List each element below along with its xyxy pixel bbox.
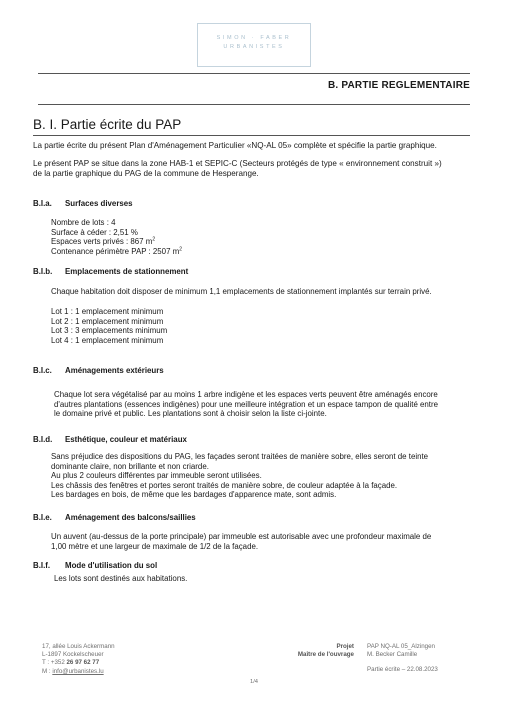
aesthetics-text [51,452,471,500]
phone-label: T : +352 [42,659,67,667]
land-use-text: Les lots sont destinés aux habitations. [54,574,188,583]
list-item: Lot 2 : 1 emplacement minimum [51,316,164,326]
list-item: Lot 4 : 1 emplacement minimum [51,335,164,345]
parking-lots-list [51,307,471,345]
intro-line-2: de la partie graphique du PAG de la commune de Hesperange. [33,169,259,179]
text-line: le domaine privé et public. Les plantations sont à choisir selon la liste ci-jointe. [54,409,327,419]
text-line: Un auvent (au-dessus de la porte principale) par immeuble est autorisable avec une profondeur maximale de [51,532,432,541]
email-link[interactable]: info@urbanistes.lu [52,667,104,675]
text-line: Sans préjudice des dispositions du PAG, les façades seront traitées de manière sobre, elles seront de teinte [51,452,429,461]
list-item: Surface à céder : 2,51 % [51,227,138,237]
section-title: Esthétique, couleur et matériaux [65,435,187,444]
text-line: Au plus 2 couleurs différentes par immeuble seront utilisées. [51,471,262,481]
exterior-text [54,390,472,419]
section-heading-b [33,267,188,276]
moa-value: M. Becker Camille [367,651,418,659]
section-title: Aménagement des balcons/saillies [65,513,196,522]
text-line: 1,00 mètre et une largeur de maximale de 1/2 de la façade. [51,541,259,551]
parking-text: Chaque habitation doit disposer de minimum 1,1 emplacements de stationnement implantés sur terrain privé. [51,287,432,296]
section-heading-c [33,366,164,375]
part-title: B. PARTIE REGLEMENTAIRE [327,80,470,91]
text-line: dominante claire, non brillante et non criarde. [51,461,209,471]
mail-label: M : [42,667,53,675]
section-number: B.I.f. [33,561,51,570]
text-line: Chaque lot sera végétalisé par au moins 1 arbre indigène et les espaces verts peuvent être aménagés encore [54,390,438,399]
section-heading-d [33,435,187,444]
text-line: d'autres plantations (essences indigènes) pour une meilleure intégration et un espace tampon de qualité entre [54,399,439,409]
text-line: Les châssis des fenêtres et portes seront traités de manière sobre, de couleur adaptée à la façade. [51,480,398,490]
page-title: B. I. Partie écrite du PAP [33,117,182,132]
section-number: B.I.a. [33,199,52,208]
page-number: 1/4 [249,679,259,685]
moa-label: Maître de l'ouvrage [297,651,354,659]
list-item [51,237,471,247]
section-heading-e [33,513,196,522]
footer-phone [42,659,202,667]
title-rule [33,135,470,136]
section-heading-a [33,199,133,208]
surfaces-list [51,218,471,256]
footer-address-block [42,643,202,676]
footer-mail [42,668,202,676]
superscript: 2 [152,236,156,243]
intro-paragraph-2 [33,159,473,180]
section-number: B.I.b. [33,267,53,276]
intro-line-1: Le présent PAP se situe dans la zone HAB-1 et SEPIC-C (Secteurs protégés de type « environnement construit ») [33,159,442,168]
footer-address: 17, allée Louis Ackermann [42,643,115,650]
company-logo [197,23,311,67]
list-item: Lot 3 : 3 emplacements minimum [51,326,168,336]
phone-number: 26 97 62 77 [66,659,100,667]
list-item-text: Contenance périmètre PAP : 2507 m [51,246,180,256]
superscript: 2 [179,246,183,253]
footer-values [367,643,487,659]
projet-value: PAP NQ-AL 05_Alzingen [367,643,435,650]
balcony-text [51,532,471,551]
section-heading-f [33,561,157,570]
list-item: Nombre de lots : 4 [51,218,116,227]
header-bottom-rule [38,104,470,105]
logo-line-1: SIMON · FABER [216,35,292,41]
section-title: Surfaces diverses [65,199,133,208]
list-item [51,247,471,257]
section-number: B.I.e. [33,513,52,522]
logo-line-2: URBANISTES [223,44,285,50]
list-item-text: Espaces verts privés : 867 m [51,237,153,247]
intro-paragraph-1: La partie écrite du présent Plan d'Aménagement Particulier «NQ-AL 05» complète et spécifie la partie graphique. [33,141,437,150]
projet-label: Projet [336,643,354,650]
section-title: Mode d'utilisation du sol [65,561,158,570]
section-number: B.I.d. [33,435,53,444]
list-item: Lot 1 : 1 emplacement minimum [51,307,164,316]
section-number: B.I.c. [33,366,52,375]
section-title: Aménagements extérieurs [65,366,164,375]
footer-city: L-1897 Kockelscheuer [42,651,104,659]
footer-labels [250,643,354,659]
doc-info: Partie écrite – 22.08.2023 [367,666,438,673]
header-top-rule [38,73,470,74]
section-title: Emplacements de stationnement [65,267,189,276]
text-line: Les bardages en bois, de même que les bardages d'apparence mate, sont admis. [51,490,337,500]
